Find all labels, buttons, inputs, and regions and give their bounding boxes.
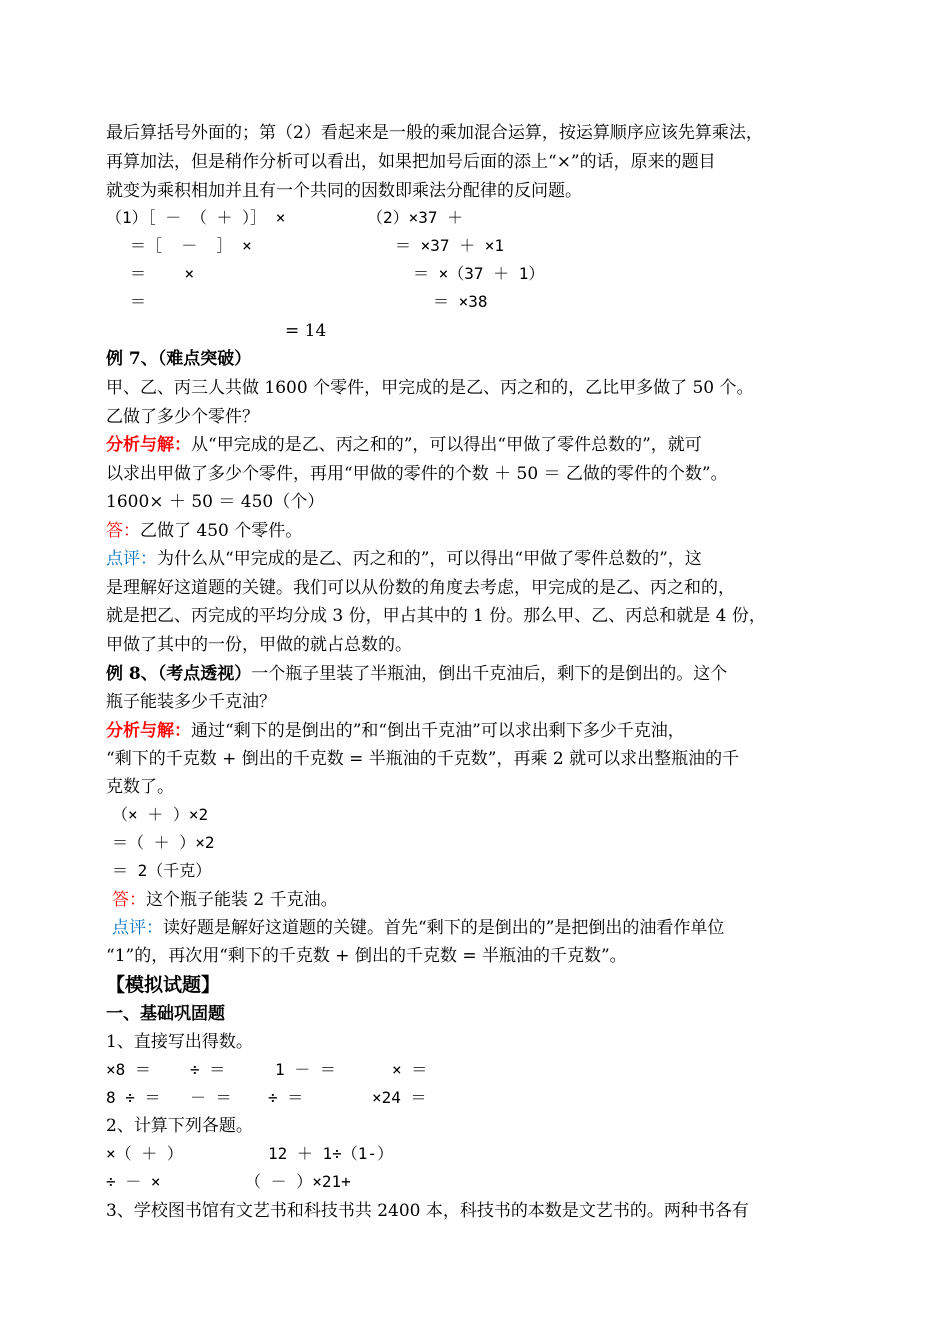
ex8-question-2: 瓶子能装多少千克油？ [106, 692, 276, 712]
calc-right-2: ＝ ×37 ＋ ×1 [395, 236, 505, 255]
mock-q1-r1-c1: ×8 ＝ [106, 1060, 151, 1079]
ex7-question-1: 甲、乙、丙三人共做 1600 个零件，甲完成的是乙、丙之和的，乙比甲多做了 50 个。 [106, 378, 754, 398]
ex7-comment-line-4: 甲做了其中的一份，甲做的就占总数的。 [106, 635, 412, 655]
ex8-question-1: 一个瓶子里装了半瓶油，倒出千克油后，剩下的是倒出的。这个 [251, 664, 728, 684]
calc-result: = 14 [285, 321, 327, 341]
mock-q1-r2-c4: ×24 ＝ [372, 1088, 427, 1107]
ex7-answer-text: 乙做了 450 个零件。 [140, 521, 303, 541]
ex7-formula: 1600× ＋ 50 ＝ 450（个） [106, 492, 325, 512]
ex7-answer [106, 520, 302, 542]
ex7-title: 例 7、（难点突破） [106, 349, 252, 369]
intro-line-1: 最后算括号外面的；第（2）看起来是一般的乘加混合运算，按运算顺序应该先算乘法， [106, 123, 763, 143]
calc-left-4: ＝ [130, 292, 147, 311]
ex8-formula-2: ＝（ ＋ ）×2 [112, 833, 215, 852]
mock-q1-r2-c3: ÷ ＝ [268, 1088, 304, 1107]
ex8-analysis-line-3: 克数了。 [106, 777, 174, 797]
intro-line-3: 就变为乘积相加并且有一个共同的因数即乘法分配律的反问题。 [106, 181, 582, 201]
calc-right-1: （2）×37 ＋ [367, 208, 464, 227]
calc-left-3: ＝ × [130, 264, 195, 283]
ex8-comment-text-1: 读好题是解好这道题的关键。首先“剩下的是倒出的”是把倒出的油看作单位 [163, 918, 725, 938]
calc-right-3: ＝ ×（37 ＋ 1） [413, 264, 545, 283]
ex7-comment-line-3: 就是把乙、丙完成的平均分成 3 份，甲占其中的 1 份。那么甲、乙、丙总和就是 4 份， [106, 606, 766, 626]
ex8-answer [112, 889, 338, 911]
mock-q1-r2-c1: 8 ÷ ＝ [106, 1088, 161, 1107]
mock-q1-r2-c2: － ＝ [190, 1088, 232, 1107]
ex8-analysis-line-2: “剩下的千克数 + 倒出的千克数 = 半瓶油的千克数”，再乘 2 就可以求出整瓶油的千 [106, 749, 740, 769]
mock-q2-r2-c2: （ － ）×21+ [245, 1172, 351, 1191]
mock-q2: 2、计算下列各题。 [106, 1116, 253, 1136]
ex8-comment-label: 点评： [112, 918, 163, 938]
ex8-formula-3: ＝ 2（千克） [112, 861, 212, 880]
ex7-question-2: 乙做了多少个零件？ [106, 407, 259, 427]
mock-q1-r1-c3: 1 － ＝ [275, 1060, 336, 1079]
ex7-analysis-text-1: 从“甲完成的是乙、丙之和的”，可以得出“甲做了零件总数的”，就可 [191, 435, 702, 455]
intro-line-2: 再算加法，但是稍作分析可以看出，如果把加号后面的添上“×”的话，原来的题目 [106, 152, 716, 172]
calc-left-2: ＝［ － ］ × [130, 236, 252, 255]
ex8-comment-line-2: “1”的，再次用“剩下的千克数 + 倒出的千克数 = 半瓶油的千克数”。 [106, 946, 627, 966]
ex8-analysis-text-1: 通过“剩下的是倒出的”和“倒出千克油”可以求出剩下多少千克油， [191, 721, 685, 741]
mock-q2-r2-c1: ÷ － × [106, 1172, 161, 1191]
mock-q2-r1-c1: ×（ ＋ ） [106, 1144, 183, 1163]
ex8-formula-1: （× ＋ ）×2 [112, 805, 209, 824]
ex7-analysis-label: 分析与解： [106, 435, 191, 455]
mock-q2-r1-c2: 12 ＋ 1÷（1-） [268, 1144, 394, 1163]
ex7-analysis-line-1 [106, 434, 702, 456]
calc-left-1: （1）［ － （ ＋ ）］ × [106, 208, 286, 227]
mock-q1: 1、直接写出得数。 [106, 1032, 253, 1052]
ex7-answer-label: 答： [106, 521, 140, 541]
mock-q3: 3、学校图书馆有文艺书和科技书共 2400 本，科技书的本数是文艺书的。两种书各有 [106, 1201, 749, 1221]
ex8-title-line [106, 663, 727, 685]
mock-q1-r1-c2: ÷ ＝ [190, 1060, 226, 1079]
ex8-answer-text: 这个瓶子能装 2 千克油。 [146, 890, 338, 910]
ex8-analysis-line-1 [106, 720, 685, 742]
ex8-analysis-label: 分析与解： [106, 721, 191, 741]
ex8-title: 例 8、（考点透视） [106, 664, 252, 684]
ex8-comment-line-1 [112, 917, 724, 939]
mock-q1-r1-c4: × ＝ [392, 1060, 428, 1079]
ex7-comment-text-1: 为什么从“甲完成的是乙、丙之和的”，可以得出“甲做了零件总数的”，这 [157, 549, 702, 569]
calc-right-4: ＝ ×38 [433, 292, 488, 311]
ex7-comment-line-2: 是理解好这道题的关键。我们可以从份数的角度去考虑，甲完成的是乙、丙之和的， [106, 578, 735, 598]
ex8-answer-label: 答： [112, 890, 146, 910]
ex7-comment-line-1 [106, 548, 702, 570]
ex7-analysis-line-2: 以求出甲做了多少个零件，再用“甲做的零件的个数 ＋ 50 ＝ 乙做的零件的个数”。 [106, 464, 728, 484]
mock-section-1: 一、基础巩固题 [106, 1004, 225, 1024]
mock-title: 【模拟试题】 [106, 974, 221, 996]
ex7-comment-label: 点评： [106, 549, 157, 569]
